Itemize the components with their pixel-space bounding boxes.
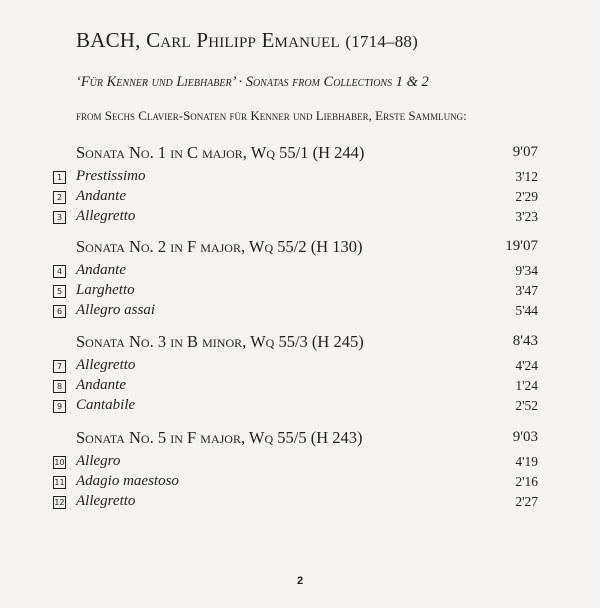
sonata-duration: 8'43 — [512, 333, 538, 349]
composer-years: (1714–88) — [345, 32, 418, 51]
movement-title: Allegro assai — [76, 302, 156, 318]
track-row — [0, 376, 600, 396]
track-row — [0, 492, 600, 512]
movement-title: Andante — [76, 377, 126, 393]
movement-title: Allegretto — [76, 208, 136, 224]
track-number-box: 1 — [53, 171, 66, 184]
composer-heading — [76, 28, 418, 53]
track-number-box: 4 — [53, 265, 66, 278]
track-number-box: 7 — [53, 360, 66, 373]
album-subtitle: ‘Für Kenner und Liebhaber’ · Sonatas from Collections 1 & 2 — [76, 74, 429, 90]
track-duration: 4'19 — [515, 454, 538, 469]
track-number-box: 11 — [54, 478, 65, 487]
sonata-heading — [0, 143, 600, 167]
sonata-duration: 19'07 — [505, 238, 538, 254]
sonata-heading — [0, 428, 600, 452]
sonata-group-5 — [0, 428, 600, 512]
movement-title: Larghetto — [76, 282, 135, 298]
sonata-duration: 9'03 — [512, 429, 538, 445]
track-row — [0, 261, 600, 281]
track-row — [0, 356, 600, 376]
composer-surname: BACH, — [76, 28, 141, 52]
sonata-title: Sonata No. 1 in C major, Wq 55/1 (H 244) — [76, 143, 365, 162]
track-number-box: 8 — [53, 380, 66, 393]
movement-title: Cantabile — [76, 397, 136, 413]
track-duration: 3'12 — [515, 169, 538, 184]
track-duration: 2'29 — [515, 189, 538, 204]
track-number-box: 5 — [53, 285, 66, 298]
track-duration: 1'24 — [515, 378, 538, 393]
sonata-heading — [0, 332, 600, 356]
sonata-group-1 — [0, 143, 600, 227]
movement-title: Adagio maestoso — [76, 473, 179, 489]
track-duration: 3'47 — [515, 283, 538, 298]
track-row — [0, 281, 600, 301]
track-row — [0, 452, 600, 472]
collection-source: from Sechs Clavier-Sonaten für Kenner und Liebhaber, Erste Sammlung: — [76, 108, 467, 123]
sonata-title: Sonata No. 3 in B minor, Wq 55/3 (H 245) — [76, 332, 364, 351]
sonata-group-2 — [0, 237, 600, 321]
track-number-box: 9 — [53, 400, 66, 413]
movement-title: Allegro — [76, 453, 121, 469]
movement-title: Allegretto — [76, 357, 136, 373]
sonata-duration: 9'07 — [512, 144, 538, 160]
track-number-box: 2 — [53, 191, 66, 204]
track-row — [0, 396, 600, 416]
track-number-box: 10 — [54, 458, 65, 467]
track-duration: 3'23 — [515, 209, 538, 224]
track-duration: 2'16 — [515, 474, 538, 489]
sonata-title: Sonata No. 5 in F major, Wq 55/5 (H 243) — [76, 428, 363, 447]
movement-title: Allegretto — [76, 493, 136, 509]
track-row — [0, 207, 600, 227]
sonata-heading — [0, 237, 600, 261]
composer-given-names: Carl Philipp Emanuel — [146, 28, 340, 52]
track-duration: 2'52 — [515, 398, 538, 413]
sonata-title: Sonata No. 2 in F major, Wq 55/2 (H 130) — [76, 237, 363, 256]
track-number-box: 12 — [54, 498, 65, 507]
sonata-group-3 — [0, 332, 600, 416]
track-duration: 9'34 — [515, 263, 538, 278]
movement-title: Prestissimo — [76, 168, 146, 184]
track-number-box: 3 — [53, 211, 66, 224]
track-row — [0, 472, 600, 492]
track-duration: 5'44 — [515, 303, 538, 318]
movement-title: Andante — [76, 188, 126, 204]
movement-title: Andante — [76, 262, 126, 278]
page-number: 2 — [296, 575, 304, 587]
track-number-box: 6 — [53, 305, 66, 318]
track-duration: 4'24 — [515, 358, 538, 373]
track-row — [0, 301, 600, 321]
track-duration: 2'27 — [515, 494, 538, 509]
track-row — [0, 187, 600, 207]
track-row — [0, 167, 600, 187]
